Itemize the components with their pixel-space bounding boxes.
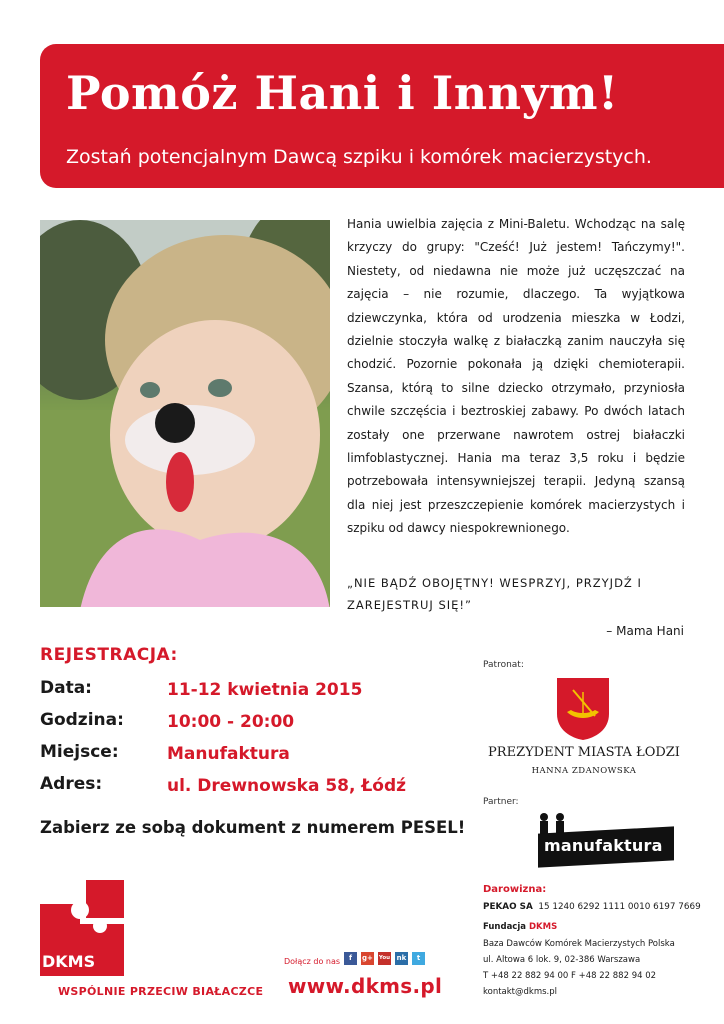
foundation-brand: DKMS xyxy=(528,922,558,932)
registration-title: REJESTRACJA: xyxy=(40,645,178,665)
registration-value: ul. Drewnowska 58, Łódź xyxy=(167,776,407,796)
lodz-crest-icon xyxy=(555,676,611,742)
registration-value: 10:00 - 20:00 xyxy=(167,712,295,732)
foundation-line-2: ul. Altowa 6 lok. 9, 02-386 Warszawa xyxy=(483,955,641,965)
registration-value: 11-12 kwietnia 2015 xyxy=(167,680,363,700)
registration-row-time xyxy=(40,710,440,738)
manufaktura-logo-text: manufaktura xyxy=(544,836,663,855)
foundation-prefix: Fundacja xyxy=(483,922,526,932)
pesel-note: Zabierz ze sobą dokument z numerem PESEL! xyxy=(40,818,466,837)
foundation-name xyxy=(483,922,557,932)
registration-label: Adres: xyxy=(40,774,103,794)
twitter-icon[interactable]: t xyxy=(412,952,425,965)
registration-value: Manufaktura xyxy=(167,744,290,764)
page-subtitle: Zostań potencjalnym Dawcą szpiku i komórek macierzystych. xyxy=(66,146,652,168)
foundation-line-1: Baza Dawców Komórek Macierzystych Polska xyxy=(483,939,675,949)
registration-label: Miejsce: xyxy=(40,742,119,762)
youtube-icon[interactable]: You xyxy=(378,952,391,965)
partner-label: Partner: xyxy=(483,797,519,807)
patron-title: PREZYDENT MIASTA ŁODZI xyxy=(488,745,680,760)
dkms-logo-text: DKMS xyxy=(42,952,96,971)
registration-row-date xyxy=(40,678,440,706)
registration-label: Godzina: xyxy=(40,710,124,730)
dkms-logo xyxy=(40,880,130,976)
website-link[interactable]: www.dkms.pl xyxy=(288,974,443,998)
donation-title: Darowizna: xyxy=(483,884,547,895)
foundation-line-3: T +48 22 882 94 00 F +48 22 882 94 02 xyxy=(483,971,657,981)
header-banner xyxy=(40,44,724,188)
patron-label: Patronat: xyxy=(483,660,524,670)
donation-bank: PEKAO SA xyxy=(483,902,533,912)
donation-account-number: 15 1240 6292 1111 0010 6197 7669 xyxy=(538,902,701,912)
dkms-slogan: WSPÓLNIE PRZECIW BIAŁACZCE xyxy=(58,985,264,998)
mother-quote: „NIE BĄDŹ OBOJĘTNY! WESPRZYJ, PRZYJDŹ I ZAREJESTRUJ SIĘ!” xyxy=(347,576,642,612)
registration-row-place xyxy=(40,742,440,770)
google-plus-icon[interactable]: g+ xyxy=(361,952,374,965)
join-us-label: Dołącz do nas xyxy=(284,957,341,966)
quote-signature: – Mama Hani xyxy=(606,624,684,638)
girl-photo xyxy=(40,220,330,607)
registration-label: Data: xyxy=(40,678,92,698)
manufaktura-logo xyxy=(530,812,674,866)
facebook-icon[interactable]: f xyxy=(344,952,357,965)
story-text: Hania uwielbia zajęcia z Mini-Baletu. Wchodząc na salę krzyczy do grupy: "Cześć! Już jestem! Tańczymy!". Niestety, od niedawna nie może już uczęszczać na zajęcia – nie rozumie, dlaczego. Ta wyjątkowa dziewczynka, która od urodzenia mieszka w Łodzi, dzielnie stoczyła walkę z białaczką zanim nauczyła się chodzić. Pozornie pokonała ją dzięki chemioterapii. Szansa, którą to silne dziecko otrzymało, przyniosła chwile szczęścia i beztroskiej zabawy. Po dwóch latach zostały one przerwane nawrotem ostrej białaczki limfoblastycznej. Hania ma teraz 3,5 roku i będzie potrzebowała intensywniejszej terapii. Jedyną szansą dla niej jest przeszczepienie komórek macierzystych i szpiku od dawcy niespokrewnionego. xyxy=(347,217,685,536)
registration-row-address xyxy=(40,774,440,802)
foundation-email: kontakt@dkms.pl xyxy=(483,987,557,997)
patron-name: HANNA ZDANOWSKA xyxy=(531,766,637,776)
page-title: Pomóż Hani i Innym! xyxy=(66,66,619,120)
donation-bank-account xyxy=(483,902,701,912)
nk-icon[interactable]: nk xyxy=(395,952,408,965)
